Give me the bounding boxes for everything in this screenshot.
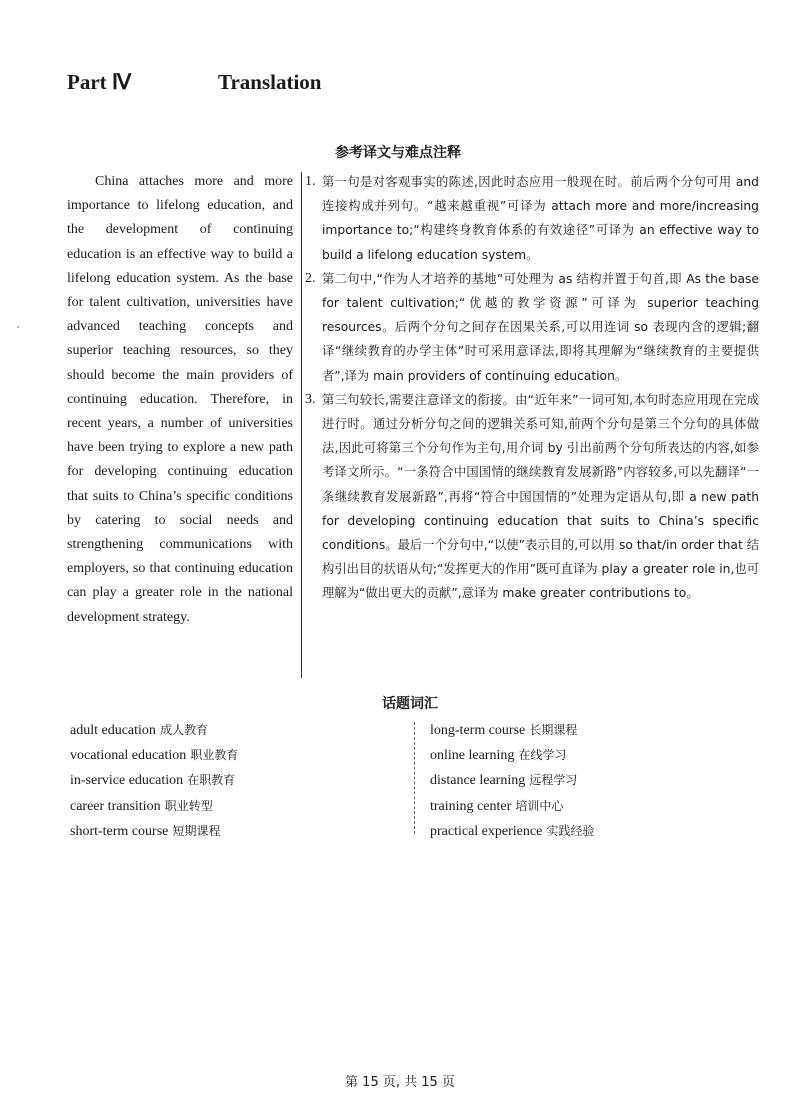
vocab-item	[430, 768, 594, 793]
vocab-heading: 话题词汇	[382, 696, 438, 712]
vocab-translation: 在职教育	[187, 773, 236, 788]
vocab-term: practical experience	[430, 823, 543, 839]
vocab-term: in-service education	[70, 773, 184, 789]
vocab-term: long-term course	[430, 723, 526, 738]
vocab-term: vocational education	[70, 748, 187, 764]
vocab-term: career transition	[70, 798, 161, 814]
vocab-translation: 长期课程	[529, 723, 578, 737]
reference-translation: China attaches more and more importance to lifelong education, and the development of continuing education is an effective way to build a lifelong education system. As the base for talent cultivation, universities have advanced teaching concepts and superior teaching resources, so they should become the main providers of continuing education. Therefore, in recent years, a number of universities have been trying to explore a new path for developing continuing education that suits to China’s specific conditions by catering to social needs and strengthening communications with employers, so that continuing education can play a greater role in the national development strategy.	[67, 174, 293, 625]
vocab-divider	[414, 722, 415, 834]
vocab-term: online learning	[430, 748, 515, 764]
note-text: 第一句是对客观事实的陈述,因此时态应用一般现在时。前后两个分句可用 and 连接构成并列句。“越来越重视”可译为 attach more and more/increasing importance to;“构建终身教育体系的有效途径”可译为 an effective way to build a lifelong education system。	[322, 175, 759, 262]
note-item	[305, 170, 759, 267]
vocab-item	[70, 718, 238, 743]
section-title: Translation	[218, 70, 322, 94]
vocab-translation: 职业教育	[190, 748, 239, 763]
vocab-item	[70, 794, 238, 819]
note-item	[305, 388, 759, 606]
notes-list	[305, 170, 759, 606]
vocab-translation: 实践经验	[546, 823, 595, 838]
note-number: 3.	[305, 391, 316, 407]
note-text: 第三句较长,需要注意译文的衔接。由“近年来”一词可知,本句时态应用现在完成进行时。通过分析分句之间的逻辑关系可知,前两个分句是第三个分句的具体做法,因此可将第三个分句作为主句,用介词 by 引出前两个分句所表达的内容,如参考译文所示。“一条符合中国国情的继续教育发展新路”内容较多,可以先翻译“一条继续教育发展新路”,再将“符合中国国情的”处理为定语从句,即 a new path for developing continuing education that suits to China’s specific conditions。最后一个分句中,“以使”表示目的,可以用 so that/in order that 结构引出目的状语从句;“发挥更大的作用”既可直译为 play a greater role in,也可理解为“做出更大的贡献”,意译为 make greater contributions to。	[322, 392, 759, 601]
vocab-translation: 职业转型	[164, 798, 213, 813]
answer-heading: 参考译文与难点注释	[335, 145, 461, 161]
vocab-term: short-term course	[70, 823, 169, 839]
note-number: 1.	[305, 174, 316, 189]
vocab-term: training center	[430, 798, 512, 814]
vocab-list-left	[70, 718, 238, 844]
vocab-item	[430, 743, 594, 768]
vocab-translation: 远程学习	[529, 773, 578, 788]
vocab-list-right	[430, 718, 594, 844]
vocab-translation: 培训中心	[515, 798, 564, 813]
note-text: 第二句中,“作为人才培养的基地”可处理为 as 结构并置于句首,即 As the base for talent cultivation;“优越的教学资源”可译为 superior teaching resources。后两个分句之间存在因果关系,可以用连词 so 表现内含的逻辑;翻译“继续教育的办学主体”时可采用意译法,即将其理解为“继续教育的主要提供者”,译为 main providers of continuing education。	[322, 271, 759, 383]
vocab-term: distance learning	[430, 773, 526, 789]
part-label: Part Ⅳ	[67, 70, 132, 94]
vocab-item	[70, 819, 238, 844]
vocab-item	[430, 794, 594, 819]
page-number: 第 15 页, 共 15 页	[345, 1075, 455, 1090]
column-divider	[301, 172, 302, 678]
vocab-item	[430, 718, 594, 743]
note-item	[305, 267, 759, 388]
vocab-item	[70, 743, 238, 768]
vocab-translation: 短期课程	[172, 823, 221, 838]
vocab-item	[430, 819, 594, 844]
vocab-translation: 在线学习	[518, 748, 567, 763]
vocab-term: adult education	[70, 723, 156, 738]
note-number: 2.	[305, 270, 316, 286]
vocab-item	[70, 768, 238, 793]
scan-speck	[17, 326, 19, 328]
vocab-translation: 成人教育	[160, 723, 209, 737]
